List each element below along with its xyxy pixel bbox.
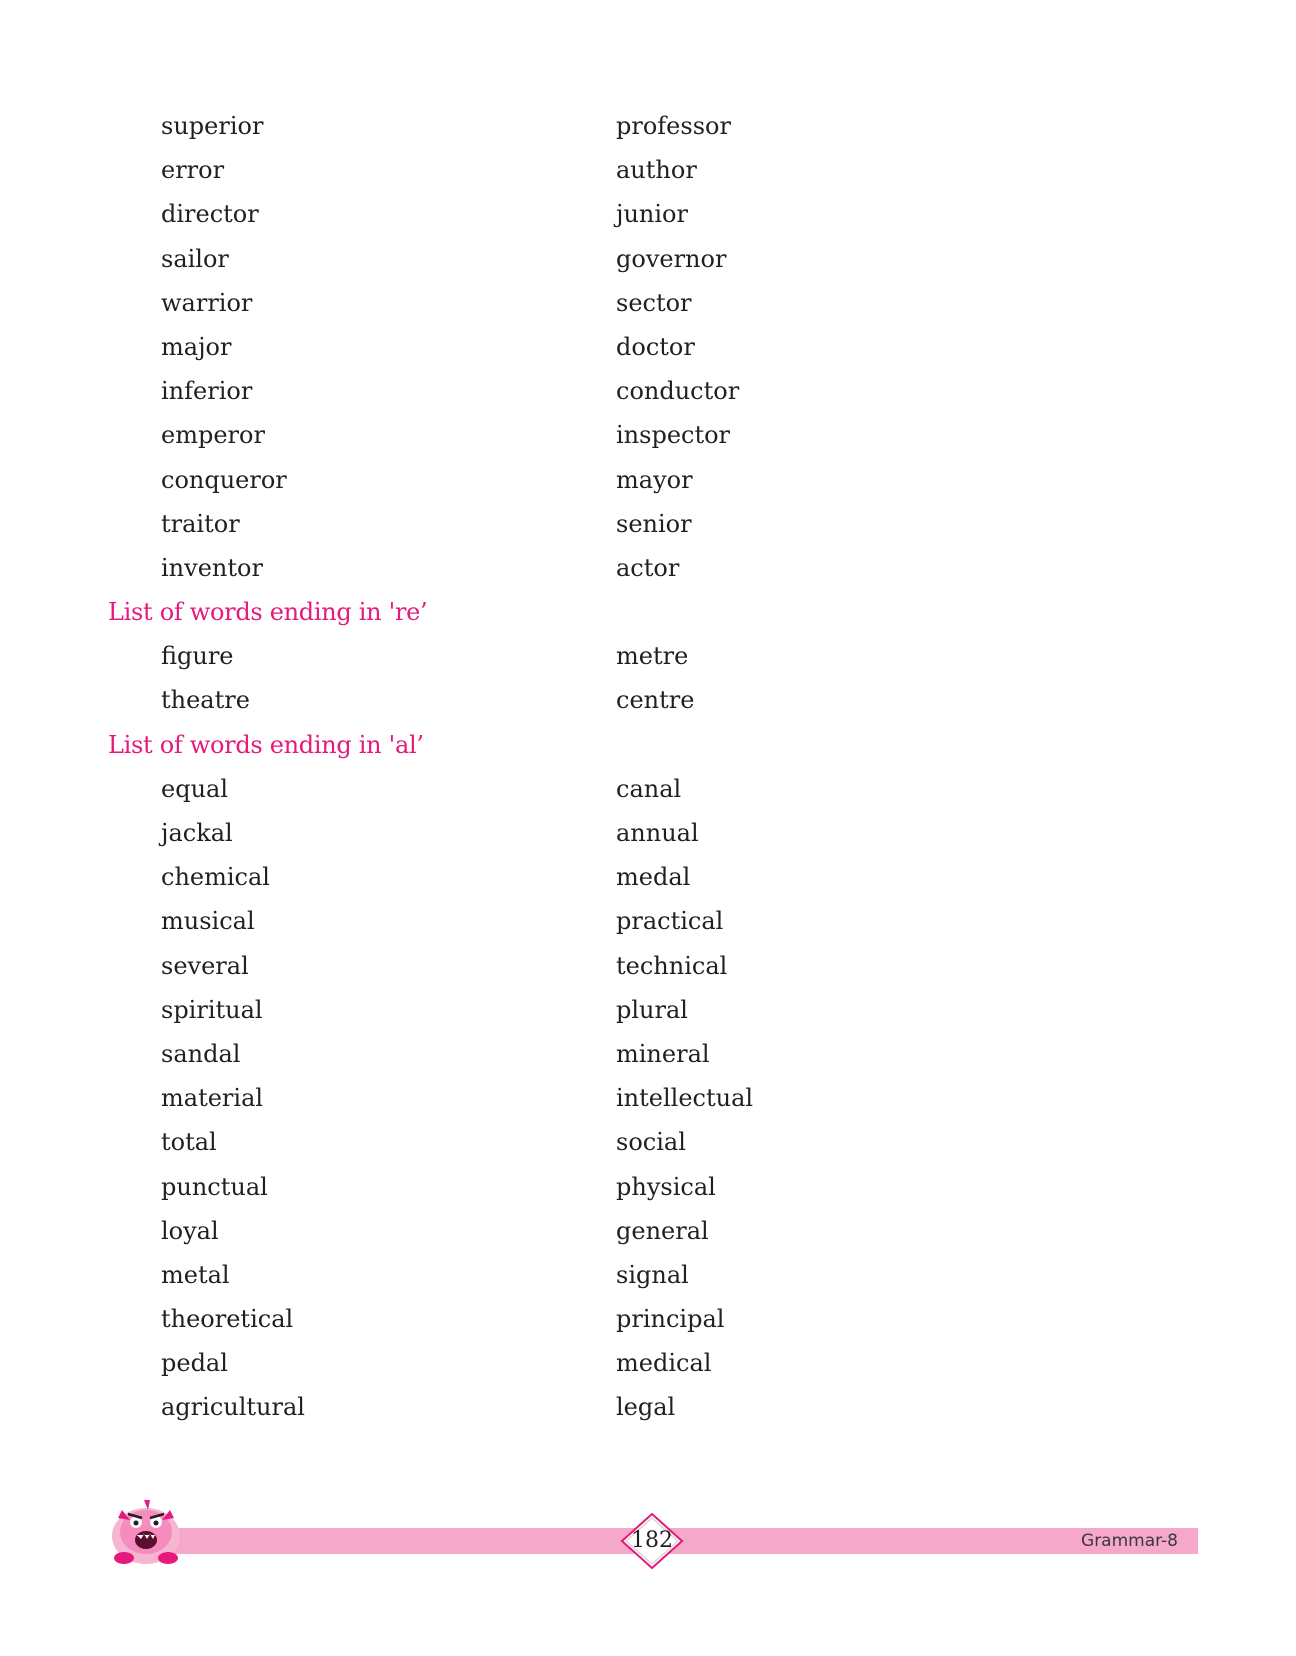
- word-row: [0, 502, 1296, 546]
- word-row: [0, 1209, 1296, 1253]
- word-right: actor: [616, 553, 680, 582]
- word-right: intellectual: [616, 1084, 754, 1113]
- page-number: 182: [631, 1528, 673, 1553]
- section-heading-text: List of words ending in 're’: [108, 598, 428, 627]
- word-right: annual: [616, 819, 699, 847]
- word-left: metal: [161, 1260, 230, 1289]
- word-row: [0, 237, 1296, 281]
- word-left: figure: [161, 642, 234, 671]
- word-row: [0, 944, 1296, 988]
- pink-monster-mascot-icon: [106, 1496, 186, 1568]
- word-right: senior: [616, 509, 692, 538]
- word-row: [0, 811, 1296, 855]
- word-row: [0, 546, 1296, 590]
- word-right: conductor: [616, 377, 740, 406]
- word-right: general: [616, 1216, 709, 1245]
- word-left: agricultural: [161, 1393, 305, 1422]
- word-left: theoretical: [161, 1305, 294, 1334]
- word-row: [0, 369, 1296, 413]
- word-row: [0, 458, 1296, 502]
- word-left: total: [161, 1128, 217, 1157]
- word-row: [0, 1076, 1296, 1120]
- word-row: [0, 104, 1296, 148]
- section-heading-re: [0, 590, 1296, 634]
- word-right: doctor: [616, 332, 695, 361]
- word-right: canal: [616, 774, 682, 803]
- word-row: [0, 192, 1296, 236]
- word-left: traitor: [161, 509, 240, 538]
- word-row: [0, 899, 1296, 943]
- word-left: spiritual: [161, 995, 263, 1024]
- word-left: loyal: [161, 1216, 219, 1245]
- word-row: [0, 1253, 1296, 1297]
- word-left: several: [161, 951, 249, 980]
- word-row: [0, 1297, 1296, 1341]
- word-row: [0, 1341, 1296, 1385]
- word-list-page: [0, 104, 1296, 1430]
- word-right: plural: [616, 995, 688, 1024]
- page-number-badge: [620, 1512, 684, 1570]
- word-left: major: [161, 332, 232, 361]
- word-row: [0, 1120, 1296, 1164]
- word-right: sector: [616, 288, 692, 317]
- word-left: inferior: [161, 377, 253, 406]
- word-row: [0, 1032, 1296, 1076]
- word-left: director: [161, 200, 259, 229]
- word-left: pedal: [161, 1349, 228, 1378]
- word-right: principal: [616, 1305, 725, 1334]
- word-right: author: [616, 156, 697, 185]
- word-left: chemical: [161, 863, 270, 892]
- word-row: [0, 281, 1296, 325]
- word-row: [0, 634, 1296, 678]
- word-left: theatre: [161, 686, 250, 715]
- word-right: physical: [616, 1172, 716, 1201]
- word-left: inventor: [161, 553, 263, 582]
- word-left: conqueror: [161, 465, 287, 494]
- section-heading-text: List of words ending in 'al’: [108, 730, 424, 759]
- word-left: musical: [161, 907, 255, 936]
- word-row: [0, 678, 1296, 722]
- word-row: [0, 413, 1296, 457]
- word-right: inspector: [616, 421, 731, 450]
- section-heading-al: [0, 723, 1296, 767]
- word-row: [0, 767, 1296, 811]
- word-left: warrior: [161, 288, 253, 317]
- word-right: practical: [616, 907, 724, 936]
- word-left: emperor: [161, 421, 265, 450]
- word-right: junior: [616, 200, 688, 229]
- word-right: technical: [616, 951, 728, 980]
- word-left: sandal: [161, 1039, 241, 1068]
- re-words-list: [0, 634, 1296, 722]
- word-right: legal: [616, 1393, 676, 1422]
- word-right: medal: [616, 863, 691, 892]
- word-row: [0, 1385, 1296, 1429]
- word-right: professor: [616, 112, 731, 140]
- word-row: [0, 1165, 1296, 1209]
- book-label: Grammar-8: [1081, 1531, 1178, 1551]
- word-right: medical: [616, 1349, 712, 1378]
- word-left: material: [161, 1084, 264, 1113]
- word-right: mayor: [616, 465, 693, 494]
- word-right: signal: [616, 1260, 689, 1289]
- word-right: metre: [616, 642, 689, 671]
- word-row: [0, 325, 1296, 369]
- word-right: social: [616, 1128, 686, 1157]
- word-left: error: [161, 156, 225, 185]
- word-right: mineral: [616, 1039, 710, 1068]
- word-left: jackal: [161, 819, 233, 847]
- word-right: centre: [616, 686, 695, 715]
- word-left: punctual: [161, 1172, 268, 1201]
- word-row: [0, 148, 1296, 192]
- or-words-list: [0, 104, 1296, 590]
- word-right: governor: [616, 244, 727, 273]
- al-words-list: [0, 767, 1296, 1430]
- word-row: [0, 855, 1296, 899]
- word-row: [0, 988, 1296, 1032]
- word-left: superior: [161, 112, 264, 140]
- word-left: sailor: [161, 244, 229, 273]
- word-left: equal: [161, 774, 229, 803]
- page-footer: [0, 1490, 1296, 1580]
